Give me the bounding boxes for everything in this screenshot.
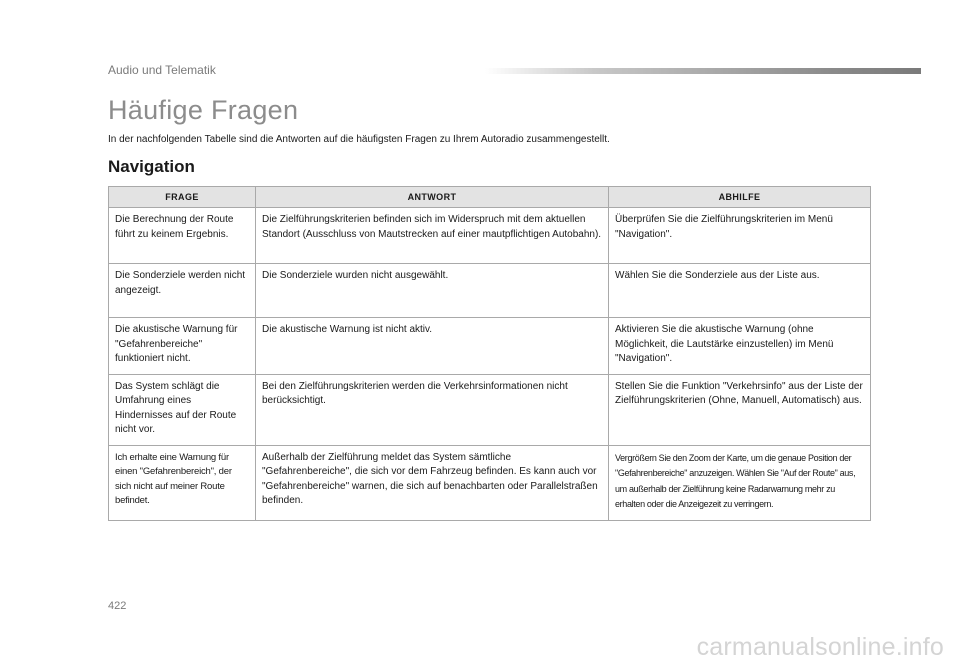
remedy-cell: Wählen Sie die Sonderziele aus der Liste aus. (609, 264, 871, 318)
column-header-answer: ANTWORT (256, 187, 609, 208)
answer-cell: Außerhalb der Zielführung meldet das System sämtliche "Gefahrenbereiche", die sich vor dem Fahrzeug befinden. Es kann auch vor "Gefahrenbereiche" warnen, die sich auf benachbarten oder Parallelstraßen befinden. (256, 445, 609, 520)
column-header-remedy: ABHILFE (609, 187, 871, 208)
answer-cell: Die Sonderziele wurden nicht ausgewählt. (256, 264, 609, 318)
question-cell: Die akustische Warnung für "Gefahrenbereiche" funktioniert nicht. (109, 318, 256, 375)
question-cell: Die Sonderziele werden nicht angezeigt. (109, 264, 256, 318)
answer-cell: Bei den Zielführungskriterien werden die Verkehrsinformationen nicht berücksichtigt. (256, 374, 609, 445)
watermark: carmanualsonline.info (696, 633, 944, 661)
question-cell: Die Berechnung der Route führt zu keinem Ergebnis. (109, 208, 256, 264)
answer-cell: Die akustische Warnung ist nicht aktiv. (256, 318, 609, 375)
header-section-label: Audio und Telematik (108, 63, 216, 77)
table-row (109, 445, 871, 520)
table-row (109, 374, 871, 445)
table-row (109, 318, 871, 375)
table-header-row (109, 187, 871, 208)
question-cell: Ich erhalte eine Warnung für einen "Gefahrenbereich", der sich nicht auf meiner Route befindet. (109, 445, 256, 520)
remedy-cell: Vergrößern Sie den Zoom der Karte, um die genaue Position der "Gefahrenbereiche" anzuzeigen. Wählen Sie "Auf der Route" aus, um außerhalb der Zielführung keine Radarwarnung mehr zu erhalten oder die Anzeigezeit zu verringern. (609, 445, 871, 520)
page-number: 422 (108, 600, 127, 612)
answer-cell: Die Zielführungskriterien befinden sich im Widerspruch mit dem aktuellen Standort (Ausschluss von Mautstrecken auf einer mautpflichtigen Autobahn). (256, 208, 609, 264)
remedy-cell: Aktivieren Sie die akustische Warnung (ohne Möglichkeit, die Lautstärke einzustellen) im Menü "Navigation". (609, 318, 871, 375)
table-row (109, 208, 871, 264)
intro-text: In der nachfolgenden Tabelle sind die Antworten auf die häufigsten Fragen zu Ihrem Autoradio zusammengestellt. (108, 134, 610, 145)
faq-table (108, 186, 871, 521)
remedy-cell: Stellen Sie die Funktion "Verkehrsinfo" aus der Liste der Zielführungskriterien (Ohne, Manuell, Automatisch) aus. (609, 374, 871, 445)
question-cell: Das System schlägt die Umfahrung eines Hindernisses auf der Route nicht vor. (109, 374, 256, 445)
table-row (109, 264, 871, 318)
page-title: Häufige Fragen (108, 95, 299, 125)
column-header-question: FRAGE (109, 187, 256, 208)
section-title: Navigation (108, 157, 195, 176)
remedy-cell: Überprüfen Sie die Zielführungskriterien im Menü "Navigation". (609, 208, 871, 264)
header-decorative-bar (485, 68, 921, 74)
